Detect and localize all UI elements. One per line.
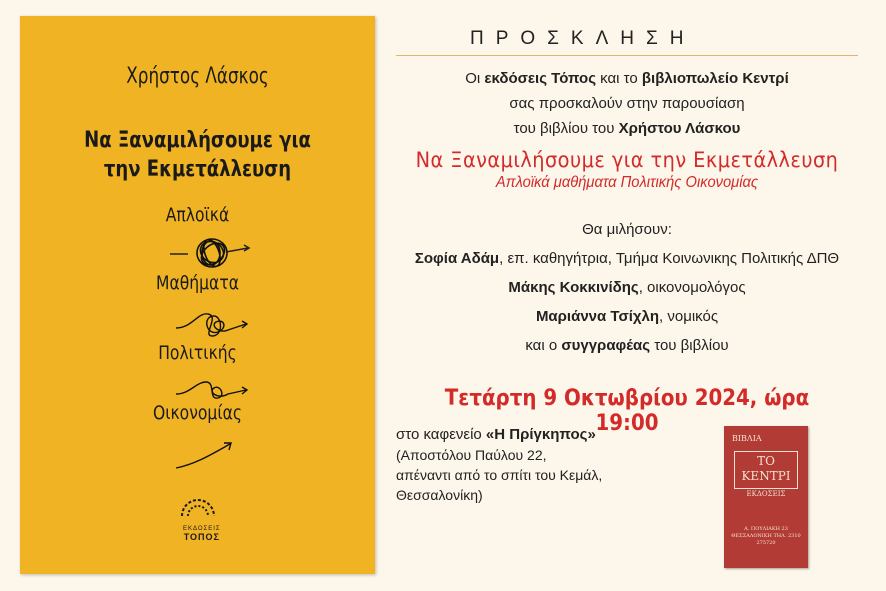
cover-word-4: Οικονομίας xyxy=(152,402,243,424)
book-title: Να Ξαναμιλήσουμε για την Εκμετάλλευση xyxy=(415,148,839,172)
venue-address-2: απέναντι από το σπίτι του Κεμάλ, xyxy=(396,467,603,483)
book-subtitle: Απλοϊκά μαθήματα Πολιτικής Οικονομίας xyxy=(495,174,759,191)
intro-line2: σας προσκαλούν στην παρουσίαση xyxy=(509,95,745,112)
speaker-3: Μαριάννα Τσίχλη, νομικός xyxy=(535,308,719,325)
scribble-icon xyxy=(168,228,258,276)
event-datetime: Τετάρτη 9 Οκτωβρίου 2024, ώρα 19:00 xyxy=(444,386,810,436)
cover-author: Χρήστος Λάσκος xyxy=(126,64,269,89)
venue-address-3: Θεσσαλονίκη) xyxy=(396,487,483,503)
scribble-icon xyxy=(172,302,252,346)
speakers-block xyxy=(396,215,858,360)
cover-title-line2: την Εκμετάλλευση xyxy=(103,157,292,182)
venue-name: στο καφενείο «Η Πρίγκηπος» xyxy=(396,426,596,443)
shop-top-text: ΒΙΒΛΙΑ xyxy=(732,434,762,443)
venue-address-1: (Αποστόλου Παύλου 22, xyxy=(396,447,547,463)
speakers-label: Θα μιλήσουν: xyxy=(582,221,672,238)
speaker-1: Σοφία Αδάμ, επ. καθηγήτρια, Τμήμα Κοινωνικης Πολιτικής ΔΠΘ xyxy=(414,250,840,267)
cover-word-1: Απλοϊκά xyxy=(165,204,230,226)
cover-title xyxy=(52,126,343,184)
arrow-icon xyxy=(172,434,242,474)
venue-block xyxy=(396,425,716,505)
book-cover xyxy=(20,16,375,574)
shop-sub-text: ΕΚΔΟΣΕΙΣ xyxy=(746,490,786,498)
cover-word-2: Μαθήματα xyxy=(156,272,239,294)
speaker-author: και ο συγγραφέας του βιβλίου xyxy=(525,337,729,354)
cover-title-line1: Να Ξαναμιλήσουμε για xyxy=(84,128,311,153)
publisher-logo-text: ΕΚΔΟΣΕΙΣ ΤΟΠΟΣ xyxy=(183,526,221,542)
shop-name-box: ΤΟ ΚΕΝΤΡΙ xyxy=(734,451,798,489)
shop-address: Α. ΠΟΥΛΙΑΚΗ 23 ΘΕΣΣΑΛΟΝΙΚΗ ΤΗΛ. 2310 275720 xyxy=(731,526,801,546)
book-title-block xyxy=(396,148,858,192)
cover-word-3: Πολιτικής xyxy=(158,342,237,364)
heading-divider xyxy=(396,55,858,56)
intro-line1: Οι εκδόσεις Τόπος και το βιβλιοπωλείο Κεντρί xyxy=(465,70,789,87)
speaker-2: Μάκης Κοκκινίδης, οικονομολόγος xyxy=(508,279,746,296)
intro-line3: του βιβλίου του Χρήστου Λάσκου xyxy=(513,120,741,137)
bookshop-logo xyxy=(724,426,808,568)
intro-text xyxy=(396,66,858,141)
invitation-heading: ΠΡΟΣΚΛΗΣΗ xyxy=(470,28,696,49)
